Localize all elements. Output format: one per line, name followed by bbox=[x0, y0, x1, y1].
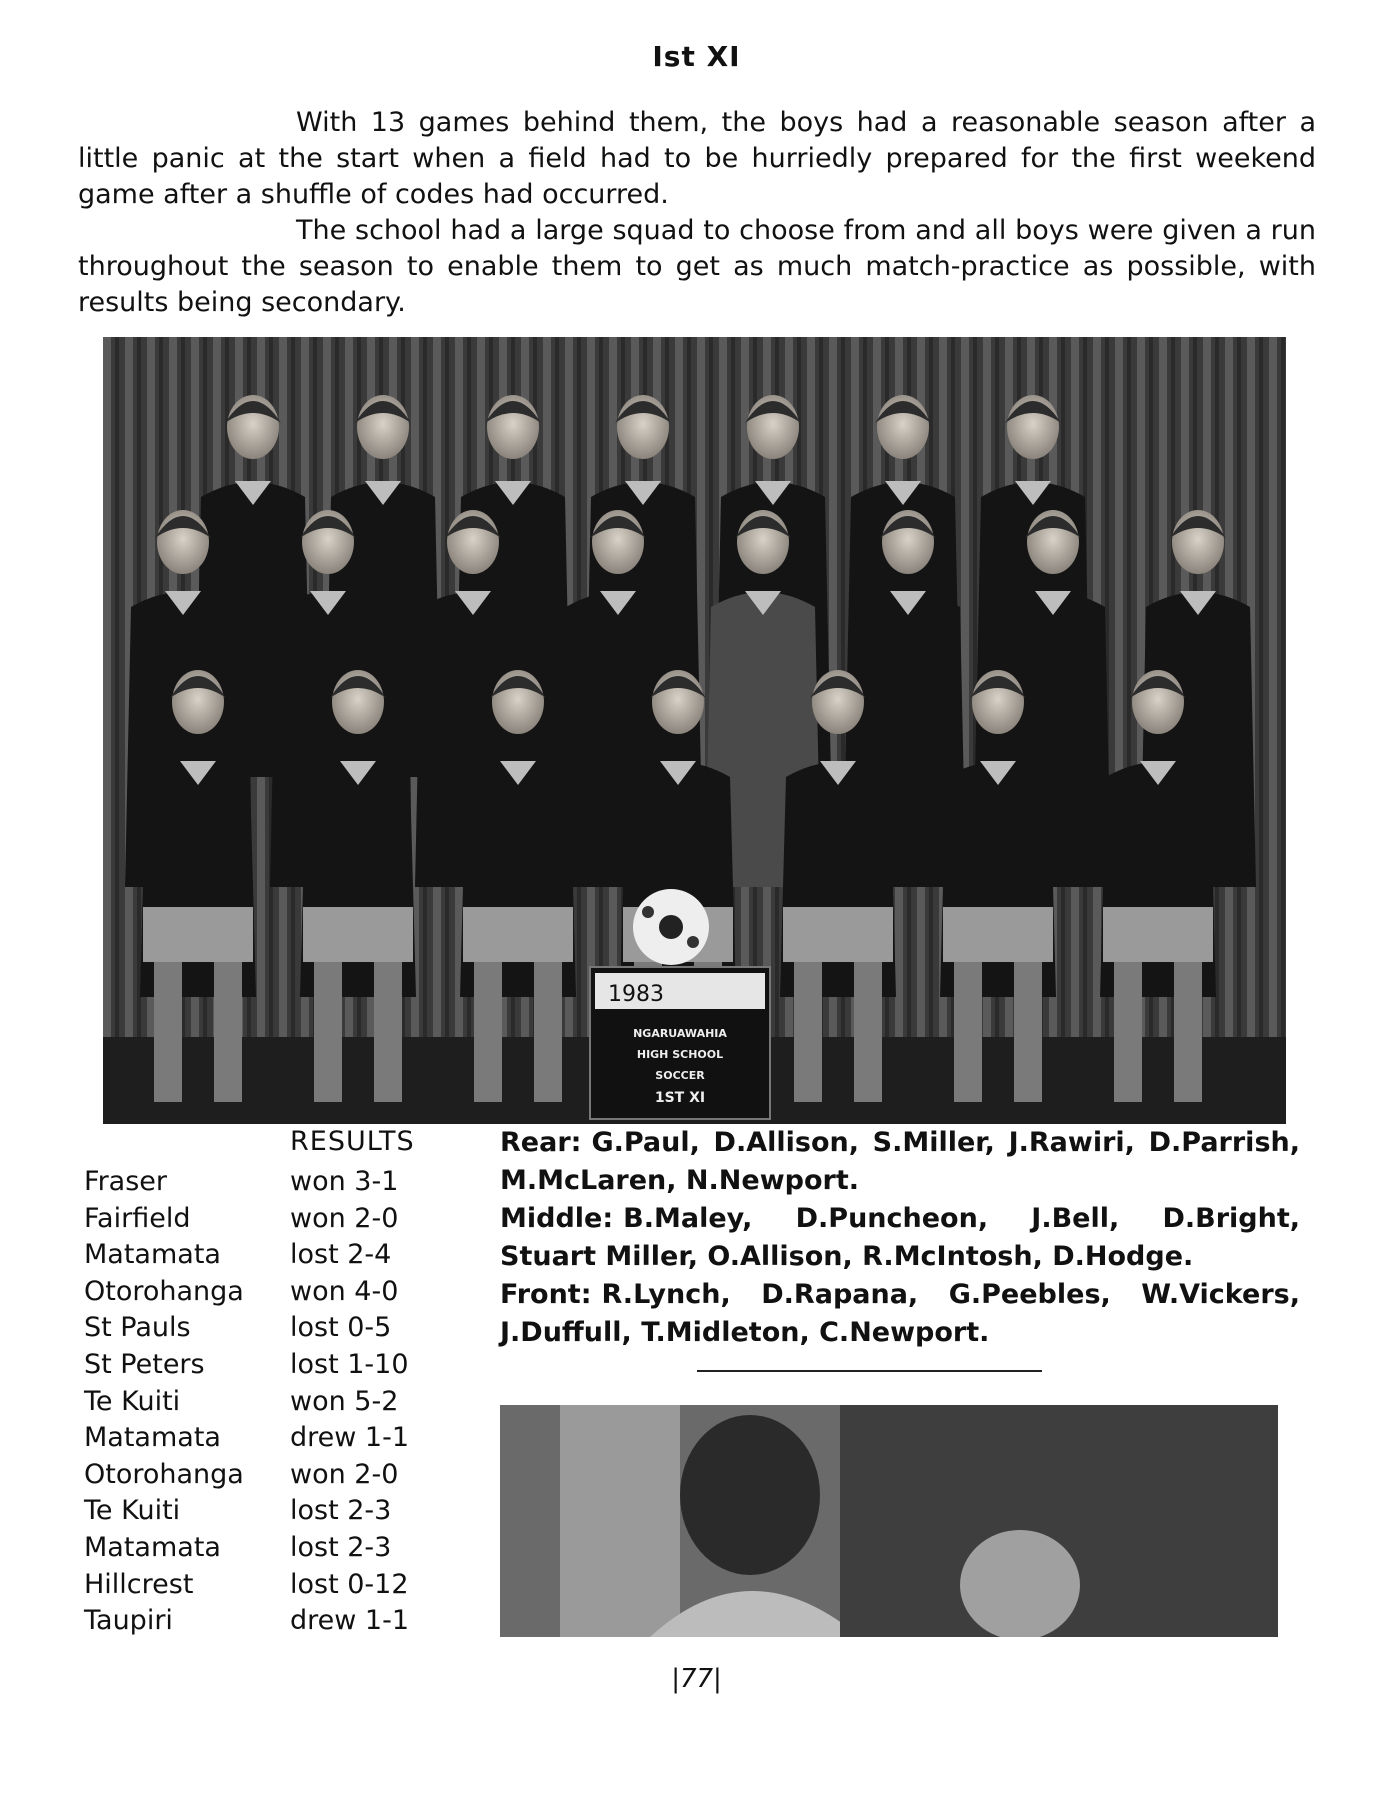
results-row bbox=[84, 1530, 464, 1567]
player-shorts bbox=[943, 907, 1053, 962]
middle-label: Middle: bbox=[500, 1203, 614, 1234]
opponent-name: Fairfield bbox=[84, 1202, 191, 1234]
player-sock bbox=[1114, 962, 1142, 1102]
player-sock bbox=[1174, 962, 1202, 1102]
ball bbox=[633, 889, 709, 965]
player-sock bbox=[794, 962, 822, 1102]
match-score: won 4-0 bbox=[290, 1275, 399, 1307]
divider bbox=[697, 1370, 1042, 1372]
match-score: lost 0-5 bbox=[290, 1312, 392, 1344]
results-row bbox=[84, 1237, 464, 1274]
opponent-name: Hillcrest bbox=[84, 1568, 194, 1600]
player-shorts bbox=[303, 907, 413, 962]
secondary-photo bbox=[500, 1405, 1278, 1637]
player-names bbox=[500, 1124, 1300, 1352]
intro-paragraph-1: With 13 games behind them, the boys had a reasonable season after a little panic at the start when a field had to be hurriedly prepared for the first weekend game after a shuffle of codes had occurred. bbox=[78, 107, 1316, 210]
opponent-name: Otorohanga bbox=[84, 1458, 244, 1490]
team-photo bbox=[103, 337, 1286, 1124]
results-row bbox=[84, 1567, 464, 1604]
match-score: won 2-0 bbox=[290, 1458, 399, 1490]
opponent-name: Taupiri bbox=[84, 1605, 173, 1637]
board-line-1: NGARUAWAHIA bbox=[633, 1027, 727, 1040]
player-sock bbox=[1014, 962, 1042, 1102]
results-list bbox=[84, 1164, 464, 1640]
results-row bbox=[84, 1310, 464, 1347]
match-score: won 3-1 bbox=[290, 1166, 399, 1197]
opponent-name: Te Kuiti bbox=[84, 1495, 181, 1527]
player-sock bbox=[474, 962, 502, 1102]
intro-text bbox=[78, 105, 1316, 321]
board-line-3: SOCCER bbox=[655, 1069, 705, 1082]
front-row-names bbox=[500, 1276, 1300, 1352]
player-shorts bbox=[463, 907, 573, 962]
opponent-name: Matamata bbox=[84, 1531, 221, 1563]
player-sock bbox=[854, 962, 882, 1102]
opponent-name: Fraser bbox=[84, 1166, 167, 1197]
results-heading: RESULTS bbox=[290, 1126, 415, 1157]
match-score: drew 1-1 bbox=[290, 1605, 410, 1637]
match-score: lost 1-10 bbox=[290, 1348, 409, 1380]
player-sock bbox=[534, 962, 562, 1102]
player-shorts bbox=[1103, 907, 1213, 962]
match-score: won 5-2 bbox=[290, 1385, 399, 1417]
opponent-name: St Peters bbox=[84, 1348, 205, 1380]
results-row bbox=[84, 1347, 464, 1384]
match-score: lost 0-12 bbox=[290, 1568, 409, 1600]
opponent-name: Te Kuiti bbox=[84, 1385, 181, 1417]
player-sock bbox=[214, 962, 242, 1102]
match-score: lost 2-3 bbox=[290, 1495, 392, 1527]
rear-names: G.Paul, D.Allison, S.Miller, J.Rawiri, D.Parrish, M.McLaren, N.Newport. bbox=[500, 1127, 1300, 1196]
front-label: Front: bbox=[500, 1279, 592, 1310]
opponent-name: Matamata bbox=[84, 1239, 221, 1271]
opponent-name: Matamata bbox=[84, 1422, 221, 1454]
middle-names: B.Maley, D.Puncheon, J.Bell, D.Bright, Stuart Miller, O.Allison, R.McIntosh, D.Hodge. bbox=[500, 1203, 1300, 1272]
results-row bbox=[84, 1457, 464, 1494]
intro-paragraph-2: The school had a large squad to choose from and all boys were given a run throughout the season to enable them to get as much match-practice as possible, with results being secondary. bbox=[78, 215, 1316, 318]
board-line-2: HIGH SCHOOL bbox=[636, 1048, 724, 1061]
player-shorts bbox=[143, 907, 253, 962]
opponent-name: Otorohanga bbox=[84, 1275, 244, 1307]
match-score: lost 2-4 bbox=[290, 1239, 392, 1271]
team-name-board bbox=[590, 967, 770, 1119]
player-sock bbox=[154, 962, 182, 1102]
match-score: won 2-0 bbox=[290, 1202, 399, 1234]
middle-row-names bbox=[500, 1200, 1300, 1276]
board-line-4: 1ST XI bbox=[654, 1090, 706, 1106]
player-sock bbox=[374, 962, 402, 1102]
page-number: |77| bbox=[671, 1664, 722, 1694]
results-row bbox=[84, 1493, 464, 1530]
opponent-name: St Pauls bbox=[84, 1312, 191, 1344]
rear-label: Rear: bbox=[500, 1127, 582, 1158]
results-row bbox=[84, 1420, 464, 1457]
results-row bbox=[84, 1164, 464, 1201]
board-year: 1983 bbox=[608, 982, 664, 1007]
results-row bbox=[84, 1201, 464, 1238]
player-shorts bbox=[783, 907, 893, 962]
match-score: lost 2-3 bbox=[290, 1531, 392, 1563]
rear-row-names bbox=[500, 1124, 1300, 1200]
player-sock bbox=[954, 962, 982, 1102]
results-row bbox=[84, 1603, 464, 1640]
front-names: R.Lynch, D.Rapana, G.Peebles, W.Vickers, J.Duffull, T.Midleton, C.Newport. bbox=[500, 1279, 1300, 1348]
match-score: drew 1-1 bbox=[290, 1422, 410, 1454]
page-title: Ist XI bbox=[652, 40, 741, 73]
player-sock bbox=[314, 962, 342, 1102]
results-row bbox=[84, 1384, 464, 1421]
results-row bbox=[84, 1274, 464, 1311]
